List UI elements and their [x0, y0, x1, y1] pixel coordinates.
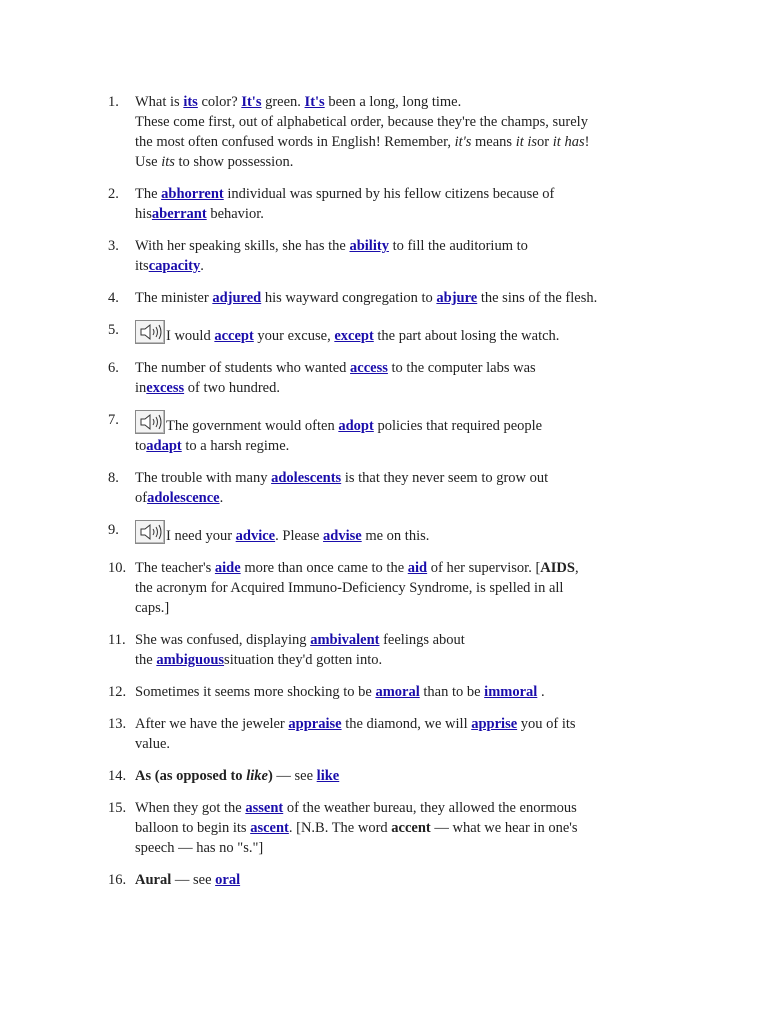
word-link-its-contraction-2[interactable]: It's	[304, 94, 325, 110]
item-number: 9.	[108, 522, 119, 538]
word-link-except[interactable]: except	[334, 328, 374, 344]
word-link-adapt[interactable]: adapt	[146, 438, 182, 454]
word-link-aide[interactable]: aide	[214, 560, 241, 576]
word-link-abjure[interactable]: abjure	[436, 290, 478, 306]
word-link-adolescents[interactable]: adolescents	[271, 470, 342, 486]
word-link-adolescence[interactable]: adolescence	[147, 490, 220, 506]
word-link-advice[interactable]: advice	[235, 528, 276, 544]
list-item: 15. When they got the assent of the weather bureau, they allowed the enormous balloon to begin its ascent. [N.B. The word accent — what we hear in one's speech — has no "s."]	[108, 800, 578, 856]
speaker-icon[interactable]	[135, 320, 165, 344]
list-item: 14. As (as opposed to like) — see like	[108, 768, 340, 784]
item-number: 3.	[108, 238, 119, 254]
list-item: 6. The number of students who wanted access to the computer labs was inexcess of two hundred.	[108, 360, 536, 396]
list-item: 4. The minister adjured his wayward congregation to abjure the sins of the flesh.	[108, 290, 598, 306]
item-number: 7.	[108, 412, 119, 428]
item-number: 6.	[108, 360, 119, 376]
list-item: 9. I need your advice. Please advise me on this.	[108, 522, 430, 544]
word-link-appraise[interactable]: appraise	[288, 716, 342, 732]
list-item: 7. The government would often adopt policies that required people toadapt to a harsh regime.	[108, 412, 543, 454]
item-number: 4.	[108, 290, 119, 306]
word-link-like[interactable]: like	[316, 768, 340, 784]
item-number: 14.	[108, 768, 127, 784]
word-link-aberrant[interactable]: aberrant	[151, 206, 207, 222]
speaker-icon[interactable]	[135, 410, 165, 434]
list-item: 3. With her speaking skills, she has the ability to fill the auditorium to itscapacity.	[108, 238, 528, 274]
word-link-ability[interactable]: ability	[349, 238, 389, 254]
item-number: 16.	[108, 872, 127, 888]
confused-words-list	[108, 92, 688, 902]
word-link-accept[interactable]: accept	[214, 328, 254, 344]
list-item: 13. After we have the jeweler appraise the diamond, we will apprise you of its value.	[108, 716, 576, 752]
item-number: 5.	[108, 322, 119, 338]
list-item: 5. I would accept your excuse, except the part about losing the watch.	[108, 322, 560, 344]
word-link-oral[interactable]: oral	[215, 872, 241, 888]
word-link-apprise[interactable]: apprise	[471, 716, 518, 732]
word-link-amoral[interactable]: amoral	[375, 684, 420, 700]
word-link-adjured[interactable]: adjured	[212, 290, 262, 306]
item-number: 1.	[108, 94, 119, 110]
word-link-immoral[interactable]: immoral	[484, 684, 538, 700]
word-link-abhorrent[interactable]: abhorrent	[161, 186, 224, 202]
word-link-aid[interactable]: aid	[407, 560, 428, 576]
list-item: 12. Sometimes it seems more shocking to be amoral than to be immoral .	[108, 684, 545, 700]
list-item: 1. What is its color? It's green. It's been a long, long time. These come first, out of alphabetical order, because they're the champs, surely the most often confused words in English! Remember, it's means it isor it has! Use its to show possession.	[108, 94, 590, 170]
item-number: 15.	[108, 800, 127, 816]
list-item: 8. The trouble with many adolescents is that they never seem to grow out ofadolescence.	[108, 470, 549, 506]
word-link-ambiguous[interactable]: ambiguous	[156, 652, 225, 668]
word-link-capacity[interactable]: capacity	[148, 258, 201, 274]
word-link-ascent[interactable]: ascent	[250, 820, 289, 836]
speaker-icon[interactable]	[135, 520, 165, 544]
word-link-adopt[interactable]: adopt	[338, 418, 374, 434]
item-number: 12.	[108, 684, 127, 700]
word-link-access[interactable]: access	[350, 360, 388, 376]
item-number: 8.	[108, 470, 119, 486]
item-number: 2.	[108, 186, 119, 202]
word-link-advise[interactable]: advise	[323, 528, 362, 544]
list-item: 16. Aural — see oral	[108, 872, 241, 888]
item-number: 10.	[108, 560, 127, 576]
item-number: 13.	[108, 716, 127, 732]
word-link-assent[interactable]: assent	[245, 800, 284, 816]
word-link-excess[interactable]: excess	[146, 380, 185, 396]
item-number: 11.	[108, 632, 126, 648]
list-item: 10. The teacher's aide more than once came to the aid of her supervisor. [AIDS, the acronym for Acquired Immuno-Deficiency Syndrome, is spelled in all caps.]	[108, 560, 579, 616]
list-item: 2. The abhorrent individual was spurned by his fellow citizens because of hisaberrant behavior.	[108, 186, 555, 222]
word-link-its-contraction[interactable]: It's	[241, 94, 262, 110]
word-link-ambivalent[interactable]: ambivalent	[310, 632, 380, 648]
list-item: 11. She was confused, displaying ambivalent feelings about the ambiguoussituation they'd gotten into.	[108, 632, 465, 668]
word-link-its[interactable]: its	[183, 94, 198, 110]
